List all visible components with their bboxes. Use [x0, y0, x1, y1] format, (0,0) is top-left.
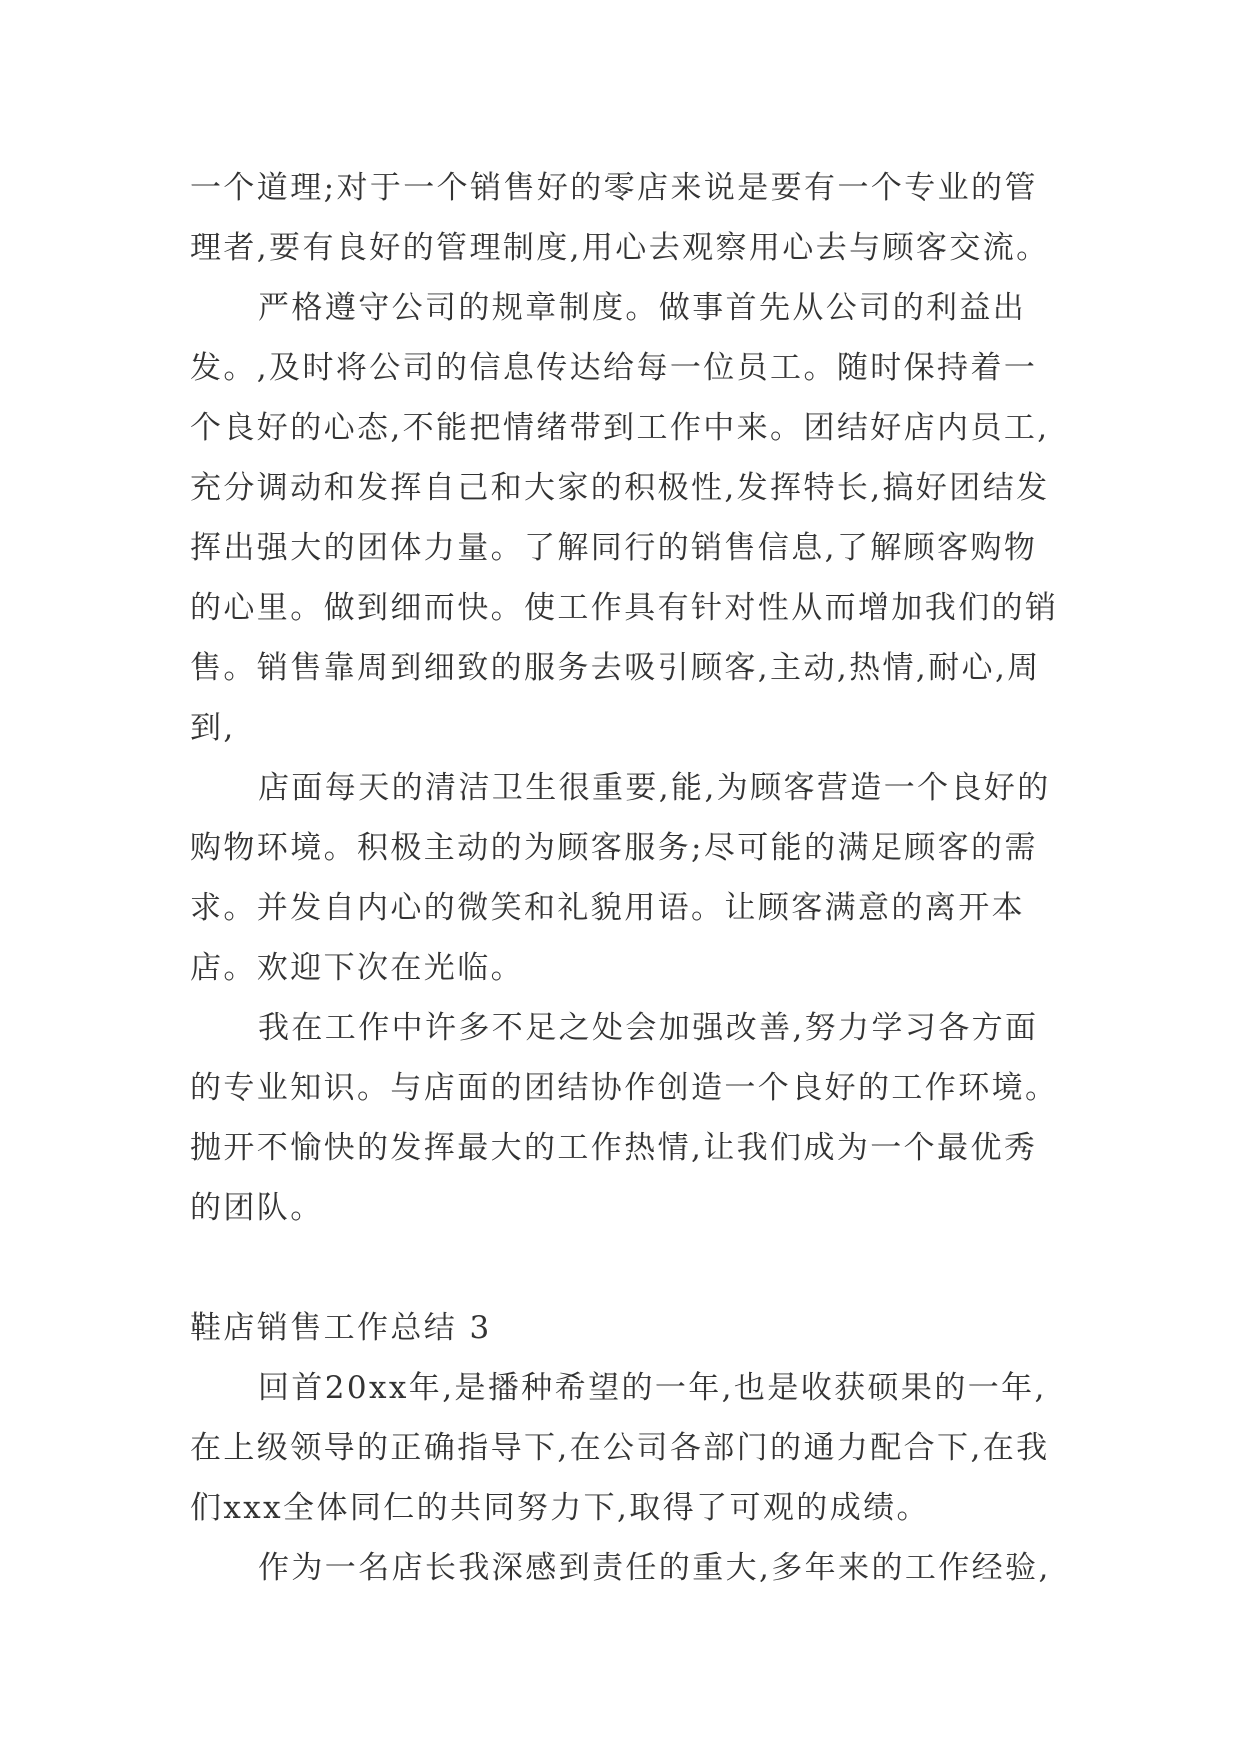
paragraph-cleaning: 店面每天的清洁卫生很重要,能,为顾客营造一个良好的购物环境。积极主动的为顾客服务;尽可能的满足顾客的需求。并发自内心的微笑和礼貌用语。让顾客满意的离开本店。欢迎下次在光临。: [190, 770, 1051, 986]
paragraph-review: 回首20xx年,是播种希望的一年,也是收获硕果的一年,在上级领导的正确指导下,在公司各部门的通力配合下,在我们xxx全体同仁的共同努力下,取得了可观的成绩。: [190, 1370, 1050, 1526]
paragraph-improvement: 我在工作中许多不足之处会加强改善,努力学习各方面的专业知识。与店面的团结协作创造一个良好的工作环境。抛开不愉快的发挥最大的工作热情,让我们成为一个最优秀的团队。: [190, 1010, 1059, 1226]
section-title: 鞋店销售工作总结 3: [190, 1310, 492, 1346]
paragraph-rules: 严格遵守公司的规章制度。做事首先从公司的利益出发。,及时将公司的信息传达给每一位员工。随时保持着一个良好的心态,不能把情绪带到工作中来。团结好店内员工,充分调动和发挥自己和大家的积极性,发挥特长,搞好团结发挥出强大的团体力量。了解同行的销售信息,了解顾客购物的心里。做到细而快。使工作具有针对性从而增加我们的销售。销售靠周到细致的服务去吸引顾客,主动,热情,耐心,周到,: [190, 290, 1059, 746]
document-body: [190, 158, 1070, 1598]
paragraph-manager: 作为一名店长我深感到责任的重大,多年来的工作经验,: [258, 1550, 1051, 1586]
section-spacer: [190, 1238, 1070, 1298]
paragraph-continued: 一个道理;对于一个销售好的零店来说是要有一个专业的管理者,要有良好的管理制度,用心去观察用心去与顾客交流。: [190, 170, 1050, 266]
